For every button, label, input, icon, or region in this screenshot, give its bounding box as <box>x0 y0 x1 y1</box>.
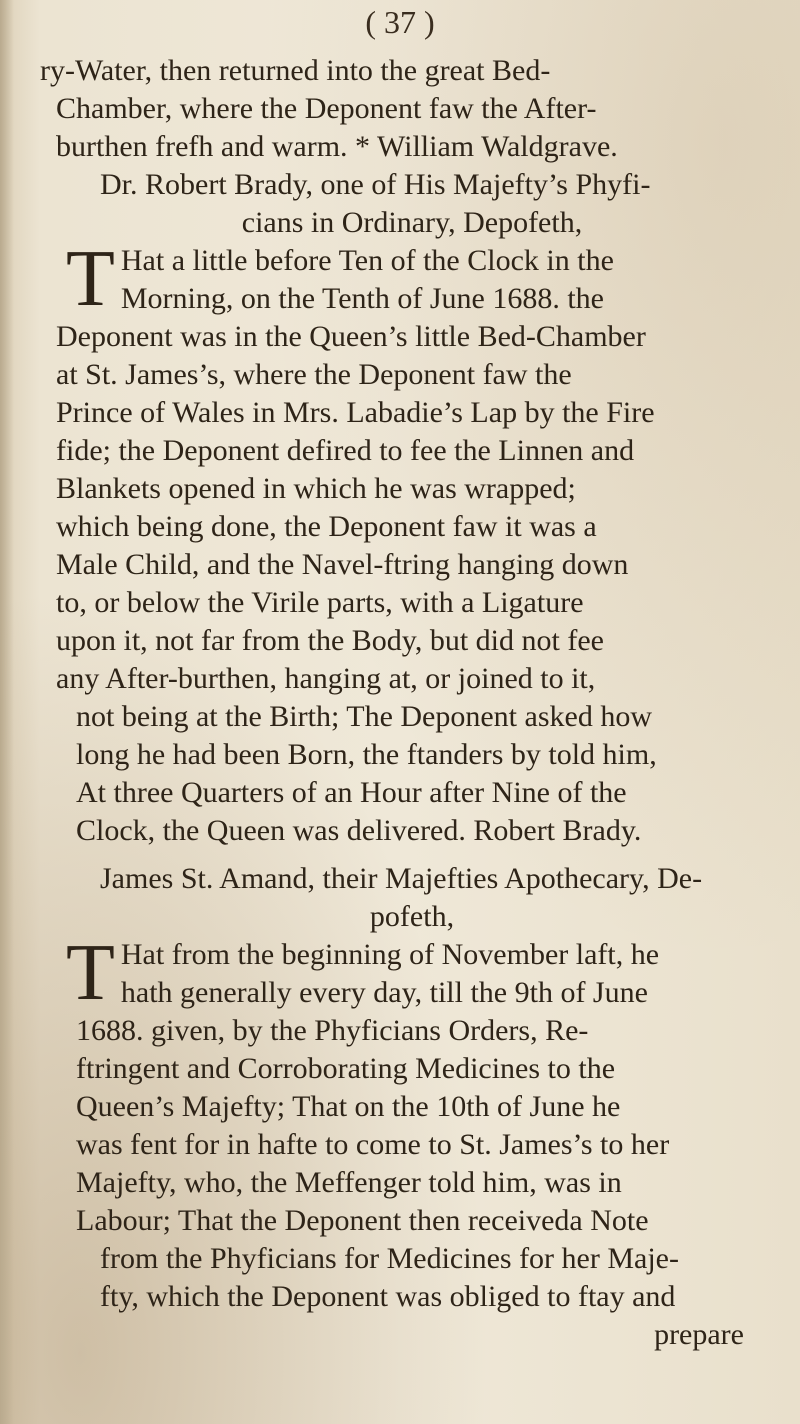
text-line: Hat a little before Ten of the Clock in the <box>120 244 614 277</box>
text-line: Morning, on the Tenth of June 1688. the <box>120 282 604 315</box>
text-line: Queen’s Majefty; That on the 10th of June he <box>76 1090 621 1123</box>
text-line: hath generally every day, till the 9th of June <box>120 976 648 1009</box>
text-line: was fent for in hafte to come to St. James’s to her <box>76 1128 670 1161</box>
text-line: long he had been Born, the ftanders by told him, <box>76 738 657 771</box>
page-number: ( 37 ) <box>365 4 435 40</box>
text-line: fide; the Deponent defired to fee the Linnen and <box>56 434 635 467</box>
page-gutter-shadow <box>0 0 14 1424</box>
text-line: Majefty, who, the Meffenger told him, was in <box>76 1166 622 1199</box>
deposition-heading-cont: pofeth, <box>369 900 455 933</box>
text-line: burthen frefh and warm. * William Waldgrave. <box>56 130 618 163</box>
text-line: Male Child, and the Navel-ftring hanging down <box>56 548 629 581</box>
text-line: to, or below the Virile parts, with a Ligature <box>56 586 584 619</box>
text-line: any After-burthen, hanging at, or joined to it, <box>56 662 596 695</box>
text-line: Deponent was in the Queen’s little Bed-Chamber <box>56 320 646 353</box>
drop-cap: T <box>66 929 115 1017</box>
spacer <box>40 850 784 860</box>
text-line: Hat from the beginning of November laft, he <box>120 938 660 971</box>
text-line: from the Phyficians for Medicines for her Maje- <box>100 1242 679 1275</box>
text-line: Prince of Wales in Mrs. Labadie’s Lap by the Fire <box>56 396 655 429</box>
text-line: fty, which the Deponent was obliged to ftay and <box>100 1280 676 1313</box>
text-line: Clock, the Queen was delivered. Robert Brady. <box>76 814 642 847</box>
text-line: 1688. given, by the Phyficians Orders, Re- <box>76 1014 589 1047</box>
deposition-heading-cont: cians in Ordinary, Depofeth, <box>241 206 583 239</box>
text-line: Blankets opened in which he was wrapped; <box>56 472 576 505</box>
text-line: Labour; That the Deponent then receiveda Note <box>76 1204 649 1237</box>
deposition-heading: Dr. Robert Brady, one of His Majefty’s Phyfi- <box>100 168 651 201</box>
text-line: Chamber, where the Deponent faw the After- <box>56 92 597 125</box>
text-line: not being at the Birth; The Deponent asked how <box>76 700 652 733</box>
text-line: ftringent and Corroborating Medicines to the <box>76 1052 616 1085</box>
text-line: ry-Water, then returned into the great Bed- <box>40 54 551 87</box>
body-text <box>40 52 784 1354</box>
text-line: which being done, the Deponent faw it was a <box>56 510 597 543</box>
text-line: At three Quarters of an Hour after Nine of the <box>76 776 627 809</box>
catchword: prepare <box>654 1318 744 1351</box>
drop-cap: T <box>66 235 115 323</box>
deposition-heading: James St. Amand, their Majefties Apothecary, De- <box>100 862 703 895</box>
text-line: at St. James’s, where the Deponent faw the <box>56 358 572 391</box>
text-line: upon it, not far from the Body, but did not fee <box>56 624 604 657</box>
